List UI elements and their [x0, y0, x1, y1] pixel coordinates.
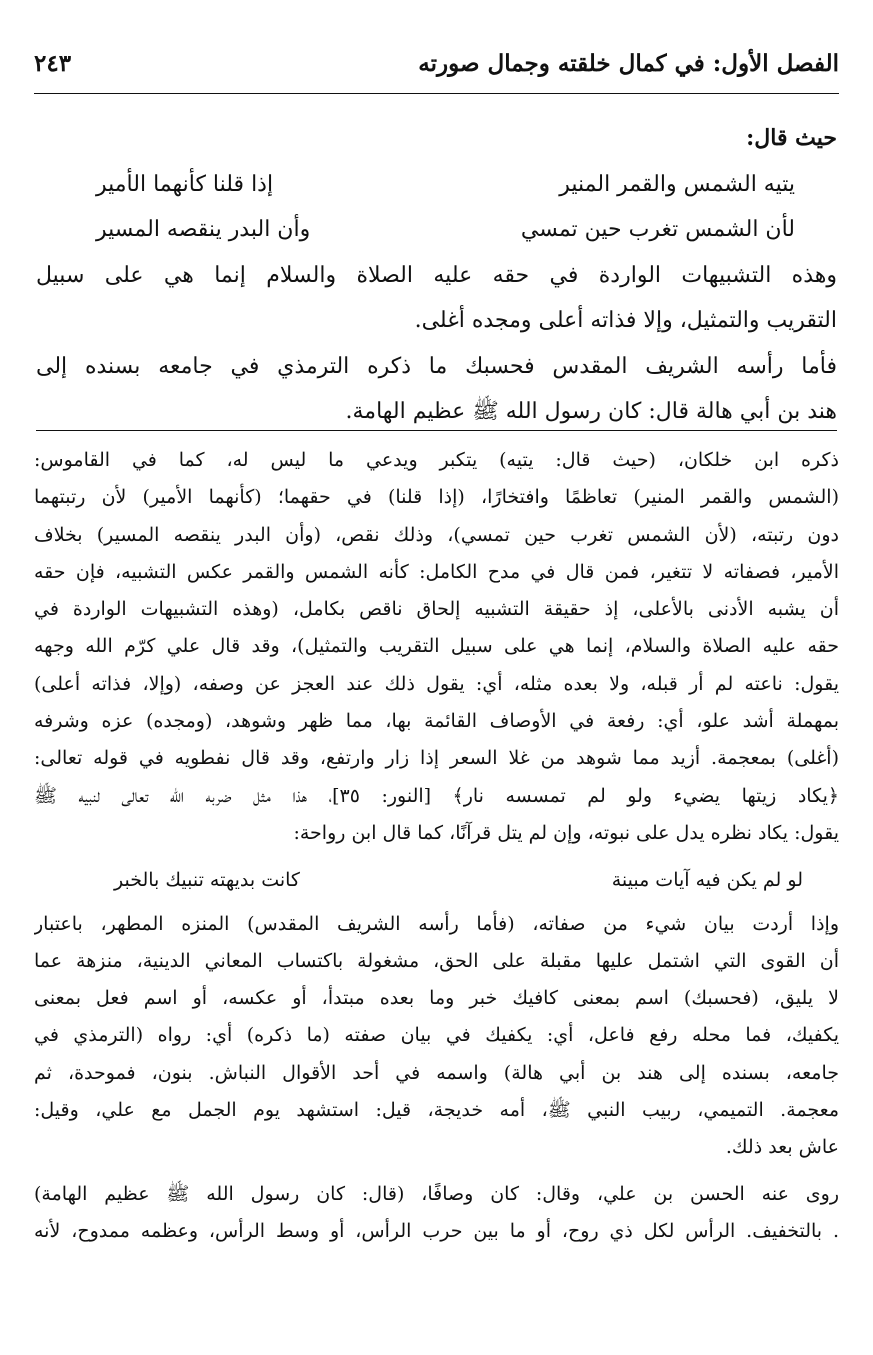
verse-1-second-hemistich: إذا قلنا كأنهما الأمير	[96, 171, 274, 197]
main-line: هند بن أبي هالة قال: كان رسول الله ﷺ عظيم الهامة.	[345, 399, 837, 424]
commentary-verse-first-hemistich: لو لم يكن فيه آيات مبينة	[611, 869, 803, 892]
commentary-line: يكفيك، فما محله رفع فاعل، أي: يكفيك في بيان صفته (ما ذكره) أي: رواه (الترمذي في	[34, 1024, 839, 1047]
poem-verse-1	[36, 162, 837, 208]
commentary-line: معجمة. التميمي، ربيب النبي ﷺ، أمه خديجة، قيل: استشهد يوم الجمل مع علي، وقيل:	[34, 1099, 839, 1122]
page-number: ٢٤٣	[34, 50, 72, 77]
running-header	[34, 50, 839, 94]
verse-1-first-hemistich: يتيه الشمس والقمر المنير	[559, 171, 795, 197]
commentary-line: الأمير، فصفاته لا تتغير، فمن قال في مدح الكامل: كأنه الشمس والقمر عكس التشبيه، فإن حقه	[34, 560, 839, 583]
commentary	[34, 442, 839, 1250]
paragraph-gap	[34, 1167, 839, 1176]
chapter-title: الفصل الأول: في كمال خلقته وجمال صورته	[418, 50, 839, 77]
commentary-line: أن يشبه الأدنى بالأعلى، إذ حقيقة التشبيه إلحاق ناقص بكامل، (وهذه التشبيهات الواردة في	[34, 598, 839, 621]
intro-line: حيث قال:	[746, 125, 837, 151]
commentary-line: أن القوى التي اشتمل عليها مقبلة على الحق، مشغولة باكتساب المعاني الدينية، منزهة عما	[34, 949, 839, 972]
commentary-line: روى عنه الحسن بن علي، وقال: كان وصافًا، (قال: كان رسول الله ﷺ عظيم الهامة)	[34, 1182, 839, 1205]
commentary-line: جامعه، بسنده إلى هند بن أبي هالة) واسمه في أحد الأقوال النباش. بنون، فموحدة، ثم	[34, 1061, 839, 1084]
main-line: فأما رأسه الشريف المقدس فحسبك ما ذكره الترمذي في جامعه بسنده إلى	[36, 353, 837, 379]
commentary-line: . بالتخفيف. الرأس لكل ذي روح، أو ما بين حرب الرأس، أو وسط الرأس، وعظمه ممدوح، لأنه	[34, 1219, 839, 1242]
commentary-line: لا يليق، (فحسبك) اسم بمعنى كافيك خبر وما بعده مبتدأ، أو عكسه، أو اسم فعل بمعنى	[34, 987, 839, 1010]
commentary-line: (أغلى) بمعجمة. أزيد مما شوهد من غلا السعر إذا زار وارتفع، وقد قال نفطويه في قوله تعالى:	[34, 747, 839, 770]
commentary-poem-verse	[34, 862, 839, 899]
commentary-line: يقول: ناعته لم أر قبله، ولا بعده مثله، أي: يقول ذلك عند العجز عن وصفه، (وإلا، فذاته أعلى)	[34, 672, 839, 695]
verse-2-first-hemistich: لأن الشمس تغرب حين تمسي	[520, 217, 795, 242]
header-rule	[34, 93, 839, 94]
commentary-line: ﴿يكاد زيتها يضيء ولو لم تمسسه نار﴾ [النور: ٣٥]، هذا مثل ضربه الله تعالى لنبيه ﷺ	[34, 784, 839, 807]
commentary-line: بمهملة أشد علو، أي: رفعة في الأوصاف القائمة بها، مما ظهر وشوهد، (ومجده) عزه وشرفه	[34, 710, 839, 733]
commentary-line: ذكره ابن خلكان، (حيث قال: يتيه) يتكبر ويدعي ما ليس له، كما في القاموس:	[34, 449, 839, 471]
poem-verse-2	[36, 207, 837, 253]
verse-2-second-hemistich: وأن البدر ينقصه المسير	[96, 217, 311, 242]
main-line: وهذه التشبيهات الواردة في حقه عليه الصلاة والسلام إنما هي على سبيل	[36, 262, 837, 288]
commentary-line: يقول: يكاد نظره يدل على نبوته، وإن لم يتل قرآنًا، كما قال ابن رواحة:	[293, 821, 839, 844]
main-line: التقريب والتمثيل، وإلا فذاته أعلى ومجده أغلى.	[414, 308, 837, 333]
main-text	[36, 116, 837, 435]
commentary-line: حقه عليه الصلاة والسلام، إنما هي على سبيل التقريب والتمثيل)، وقد قال علي كرّم الله وجهه	[34, 635, 839, 658]
commentary-line: عاش بعد ذلك.	[725, 1136, 839, 1159]
commentary-line: دون رتبته، (لأن الشمس تغرب حين تمسي)، وذلك نقص، (وأن البدر ينقصه المسير) بخلاف	[34, 523, 839, 546]
footnote-divider	[36, 430, 837, 431]
commentary-verse-second-hemistich: كانت بديهته تنبيك بالخبر	[114, 869, 300, 892]
commentary-line: (الشمس والقمر المنير) تعاظمًا وافتخارًا، (إذا قلنا) في حقهما؛ (كأنهما الأمير) لأن رتبتهما	[34, 486, 839, 509]
commentary-line: وإذا أردت بيان شيء من صفاته، (فأما رأسه الشريف المقدس) المنزه المطهر، باعتبار	[34, 912, 839, 935]
